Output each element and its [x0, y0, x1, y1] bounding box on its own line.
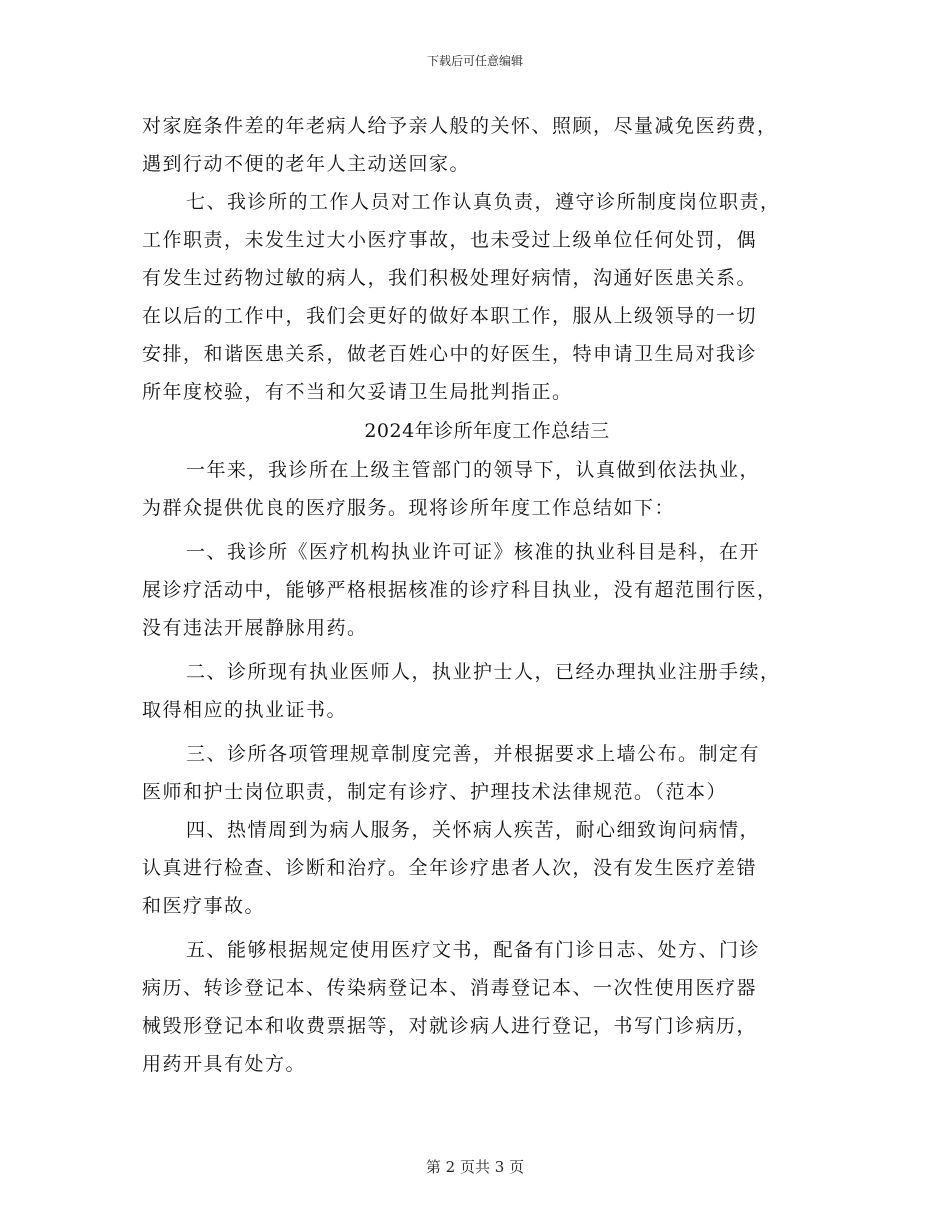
text-line: 三、诊所各项管理规章制度完善，并根据要求上墙公布。制定有 — [186, 743, 761, 765]
text-line: 医师和护士岗位职责，制定有诊疗、护理技术法律规范。（范本） — [142, 781, 728, 803]
text-line: 取得相应的执业证书。 — [142, 699, 348, 721]
text-line: 展诊疗活动中，能够严格根据核准的诊疗科目执业，没有超范围行医， — [142, 579, 778, 601]
paragraph-two — [142, 653, 808, 729]
document-body — [142, 107, 808, 1083]
text-line: 和医疗事故。 — [142, 895, 266, 917]
text-line: 安排，和谐医患关系，做老百姓心中的好医生，特申请卫生局对我诊 — [142, 343, 758, 365]
text-line: 四、热情周到为病人服务，关怀病人疾苦，耐心细致询问病情， — [186, 819, 761, 841]
text-line: 五、能够根据规定使用医疗文书，配备有门诊日志、处方、门诊 — [186, 939, 761, 961]
text-line: 遇到行动不便的老年人主动送回家。 — [142, 153, 471, 175]
page-footer: 第 2 页共 3 页 — [425, 1158, 525, 1176]
text-line: 工作职责，未发生过大小医疗事故，也未受过上级单位任何处罚，偶 — [142, 229, 758, 251]
paragraph-four — [142, 811, 808, 925]
text-line: 病历、转诊登记本、传染病登记本、消毒登记本、一次性使用医疗器 — [142, 977, 758, 999]
text-line: 有发生过药物过敏的病人，我们积极处理好病情，沟通好医患关系。 — [142, 267, 758, 289]
text-line: 在以后的工作中，我们会更好的做好本职工作，服从上级领导的一切 — [142, 305, 758, 327]
paragraph-intro — [142, 451, 808, 527]
paragraph-seven — [142, 183, 808, 411]
paragraph-three — [142, 735, 808, 811]
text-line: 七、我诊所的工作人员对工作认真负责，遵守诊所制度岗位职责， — [186, 191, 781, 213]
paragraph-five — [142, 931, 808, 1083]
section-title: 2024年诊所年度工作总结三 — [364, 420, 610, 442]
text-line: 对家庭条件差的年老病人给予亲人般的关怀、照顾，尽量减免医药费， — [142, 115, 778, 137]
paragraph-continued — [142, 107, 808, 183]
text-line: 认真进行检查、诊断和治疗。全年诊疗患者人次，没有发生医疗差错 — [142, 857, 758, 879]
text-line: 用药开具有处方。 — [142, 1053, 307, 1075]
text-line: 为群众提供优良的医疗服务。现将诊所年度工作总结如下： — [142, 497, 676, 519]
text-line: 一年来，我诊所在上级主管部门的领导下，认真做到依法执业， — [186, 459, 761, 481]
text-line: 械毁形登记本和收费票据等，对就诊病人进行登记，书写门诊病历， — [142, 1015, 758, 1037]
text-line: 没有违法开展静脉用药。 — [142, 617, 368, 639]
paragraph-one — [142, 533, 808, 647]
page-header: 下载后可任意编辑 — [426, 54, 523, 68]
text-line: 一、我诊所《医疗机构执业许可证》核准的执业科目是科，在开 — [186, 541, 761, 563]
text-line: 所年度校验，有不当和欠妥请卫生局批判指正。 — [142, 381, 573, 403]
text-line: 二、诊所现有执业医师人，执业护士人，已经办理执业注册手续， — [186, 661, 781, 683]
